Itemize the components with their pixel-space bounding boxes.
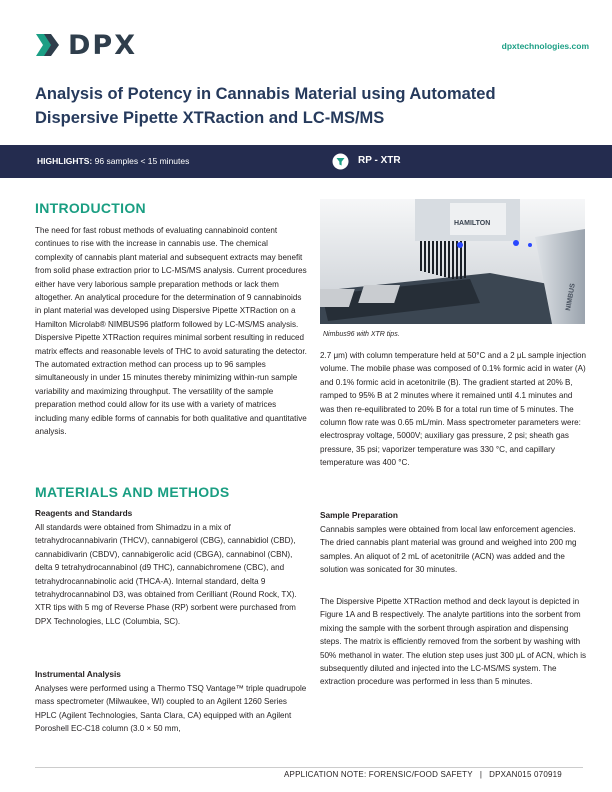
method-label: RP - XTR [358, 155, 401, 166]
intro-body: The need for fast robust methods of evaluating cannabinoid content continues to rise with the increase in cannabis use. The chemical complexity of cannabis plant material and subsequent extracts may benefit from solid phase extraction prior to LC-MS/MS analysis. Current procedures either have very laborious sample preparation methods or lack them altogether. An analytical procedure for the determination of 9 cannabinoids in plant material was developed using Dispersive Pipette XTRaction on a Hamilton Microlab® NIMBUS96 platform followed by LC-MS/MS analysis. Dispersive Pipette XTRaction requires minimal sorbent resulting in reduced matrix effects and reasonable levels of THC to avoid saturating the detector. The automated extraction method can process up to 96 samples simultaneously in under 15 minutes thereby minimizing within-run sample variability and maximizing throughput. The versatility of the sample preparation method could allow for its use with a variety of matrices including many edible forms of cannabis for both qualitative and quantitative analysis. [35, 226, 307, 437]
sample-prep-body-1: Cannabis samples were obtained from local law enforcement agencies. The dried cannabis plant material was ground and weighed into 200 mg samples. An aliquot of 2 mL of acetonitrile (ACN) was added and the solution was sonicated for 30 minutes. [320, 525, 577, 575]
nimbus-instrument-illustration [320, 199, 585, 324]
dpx-logo-icon [34, 30, 66, 60]
sample-prep-heading: Sample Preparation [320, 510, 398, 520]
page-title: Analysis of Potency in Cannabis Material using Automated Dispersive Pipette XTRaction and LC-MS/MS [35, 85, 496, 127]
highlights-band [0, 145, 612, 178]
brand-name: DPX [68, 29, 138, 61]
instrumental-body-cont: 2.7 μm) with column temperature held at 50°C and a 2 μL sample injection volume. The mobile phase was composed of 0.1% formic acid in water (A) and 0.1% formic acid in acetonitrile (B). The gradient started at 20% B, ramped to 95% B at 2 minutes where it remained until 4.1 minutes and was then re-equilibrated to 20% B for a total run time of 5 minutes. The column flow rate was 0.65 mL/min. Mass spectrometer parameters were: electrospray voltage, 5000V; auxiliary gas pressure, 2 psi; sheath gas pressure, 35 psi; vaporizer temperature was 330 °C, and capillary temperature was 400 °C. [320, 351, 587, 468]
highlights-label: HIGHLIGHTS: [37, 156, 93, 166]
footer [284, 770, 562, 779]
instrumental-body: Analyses were performed using a Thermo TSQ Vantage™ triple quadrupole mass spectrometer (Milwaukee, WI) coupled to an Agilent 1260 Series HPLC (Agilent Technologies, Santa Clara, CA) equipped with an Agilent Poroshell EC-C18 column (3.0 × 50 mm, [35, 684, 307, 734]
footer-doc-id: DPXAN015 070919 [489, 770, 562, 779]
reagents-heading: Reagents and Standards [35, 508, 133, 518]
intro-heading: INTRODUCTION [35, 200, 146, 216]
funnel-icon [332, 153, 349, 170]
reagents-body: All standards were obtained from Shimadzu in a mix of tetrahydrocannabivarin (THCV), cannabigerol (CBG), cannabidiol (CBD), cannabidivarin (CBDV), cannabigerolic acid (CBGA), cannabinol (CBN), delta 9 tetrahydrocannabinol (d9 THC), cannabichromene (CBC), and tetrahydrocannabinolic acid (THCA-A). Internal standard, delta 9 tetrahydrocannabinol D3, was obtained from Cerilliant (Round Rock, TX). XTR tips with 5 mg of Reverse Phase (RP) sorbent were purchased from DPX Technologies, LLC (Columbia, SC). [35, 523, 297, 626]
highlights-text: 96 samples < 15 minutes [94, 156, 190, 166]
instrument-label-nimbus: NIMBUS [565, 282, 577, 312]
instrumental-heading: Instrumental Analysis [35, 669, 121, 679]
nimbus-photo [320, 199, 585, 324]
website-link[interactable]: dpxtechnologies.com [501, 41, 589, 51]
highlights [37, 156, 189, 166]
footer-divider [35, 767, 583, 768]
instrument-label-hamilton: HAMILTON [454, 220, 491, 227]
footer-note: APPLICATION NOTE: FORENSIC/FOOD SAFETY [284, 770, 473, 779]
figure-caption: Nimbus96 with XTR tips. [323, 331, 400, 338]
methods-heading: MATERIALS AND METHODS [35, 484, 230, 500]
dpx-logo [34, 30, 137, 60]
sample-prep-body-2: The Dispersive Pipette XTRaction method and deck layout is depicted in Figure 1A and B respectively. The analyte partitions into the sorbent from mixing the sample with the sorbent through aspiration and dispensing steps. The matrix is efficiently removed from the sorbent by washing with 50% methanol in water. The elution step uses just 300 μL of ACN, which is subsequently diluted and injected into the LC-MS/MS system. The extraction procedure was performed in less than 5 minutes. [320, 597, 587, 687]
footer-separator: | [479, 770, 483, 779]
